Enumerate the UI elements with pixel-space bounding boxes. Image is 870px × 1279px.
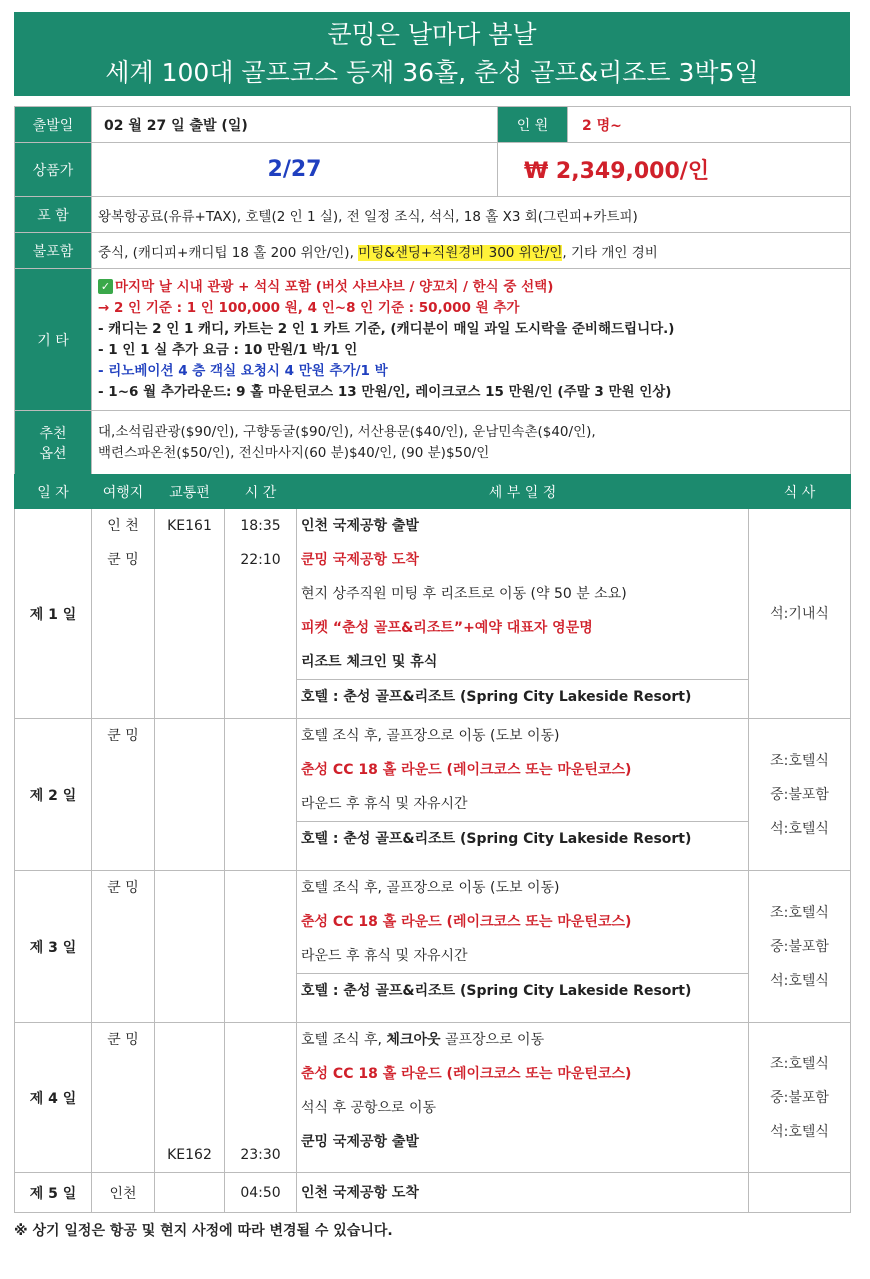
day-4-line-4: 쿤밍 국제공항 출발 (301, 1134, 419, 1150)
title-line-2: 세계 100대 골프코스 등재 36홀, 춘성 골프&리조트 3박5일 (105, 58, 759, 87)
departure-value: 02 월 27 일 출발 (일) (92, 107, 498, 143)
header-time: 시 간 (225, 475, 297, 509)
day-2-hotel: 호텔 : 춘성 골프&리조트 (Spring City Lakeside Resort) (297, 821, 748, 855)
day-1-line-2: 쿤밍 국제공항 도착 (301, 552, 419, 568)
etc-line-3: - 캐디는 2 인 1 캐디, 카트는 2 인 1 카트 기준, (캐디분이 매일 과일 도시락을 준비해드립니다.) (98, 320, 675, 337)
option-value (92, 411, 851, 475)
day-4-line-1 (297, 1023, 748, 1057)
people-value: 2 명~ (568, 107, 851, 143)
exclude-label: 불포함 (15, 233, 92, 269)
day-5-label: 제 5 일 (15, 1173, 92, 1213)
header-meal: 식 사 (749, 475, 851, 509)
day-3-transport (155, 871, 225, 1023)
day-3-place (92, 871, 155, 1023)
day-4-place (92, 1023, 155, 1173)
day-4-line-1-post: 골프장으로 이동 (440, 1032, 545, 1048)
day-4-line-3: 석식 후 공항으로 이동 (301, 1100, 437, 1116)
day-4-detail (297, 1023, 749, 1173)
price-value: ₩ 2,349,000/인 (498, 143, 851, 197)
day-4-row (15, 1023, 851, 1173)
day-1-transport-text: KE161 (167, 518, 212, 534)
info-table (14, 106, 851, 475)
option-label-2: 옵션 (39, 445, 67, 462)
footer-note: ※ 상기 일정은 항공 및 현지 사정에 따라 변경될 수 있습니다. (14, 1223, 393, 1239)
day-1-detail (297, 509, 749, 719)
day-1-line-5: 리조트 체크인 및 휴식 (301, 654, 438, 670)
option-line-2: 백련스파온천($50/인), 전신마사지(60 분)$40/인, (90 분)$50/인 (98, 444, 490, 461)
day-4-transport (155, 1023, 225, 1173)
day-4-meal-1: 조:호텔식 (770, 1055, 829, 1072)
price-date: 2/27 (92, 143, 498, 197)
option-label-1: 추천 (39, 425, 67, 442)
day-2-meal-2: 중:불포함 (770, 786, 829, 803)
day-5-meal (749, 1173, 851, 1213)
day-4-line-1-pre: 호텔 조식 후, (301, 1032, 387, 1048)
day-2-line-1: 호텔 조식 후, 골프장으로 이동 (도보 이동) (301, 728, 560, 744)
day-1-meal: 석:기내식 (749, 509, 851, 719)
people-label: 인 원 (498, 107, 568, 143)
etc-label: 기 타 (15, 269, 92, 411)
day-2-place (92, 719, 155, 871)
title-banner (14, 12, 850, 96)
etc-line-5: - 리노베이션 4 층 객실 요청시 4 만원 추가/1 박 (98, 362, 388, 379)
day-2-detail (297, 719, 749, 871)
header-detail: 세 부 일 정 (297, 475, 749, 509)
checkmark-icon: ✓ (98, 279, 113, 294)
day-1-label: 제 1 일 (15, 509, 92, 719)
price-label: 상품가 (15, 143, 92, 197)
day-4-meal-2: 중:불포함 (770, 1089, 829, 1106)
day-3-line-2: 춘성 CC 18 홀 라운드 (레이크코스 또는 마운틴코스) (301, 914, 632, 930)
day-1-row (15, 509, 851, 719)
day-5-detail (297, 1173, 749, 1213)
include-label: 포 함 (15, 197, 92, 233)
option-line-1: 대,소석림관광($90/인), 구향동굴($90/인), 서산용문($40/인), 운남민속촌($40/인), (98, 423, 596, 440)
day-5-place: 인천 (92, 1173, 155, 1213)
day-1-place (92, 509, 155, 719)
exclude-text-pre: 중식, (캐디피+캐디팁 18 홀 200 위안/인), (98, 244, 359, 261)
day-1-line-3: 현지 상주직원 미팅 후 리조트로 이동 (약 50 분 소요) (301, 586, 627, 602)
day-5-time: 04:50 (225, 1173, 297, 1213)
exclude-text-post: , 기타 개인 경비 (562, 244, 658, 261)
etc-line-2: → 2 인 기준 : 1 인 100,000 원, 4 인~8 인 기준 : 50,000 원 추가 (98, 299, 520, 316)
title-line-1: 쿤밍은 날마다 봄날 (327, 20, 537, 49)
exclude-highlight: 미팅&샌딩+직원경비 300 위안/인 (358, 244, 563, 261)
day-3-line-3: 라운드 후 휴식 및 자유시간 (301, 948, 468, 964)
day-2-time (225, 719, 297, 871)
day-1-transport (155, 509, 225, 719)
day-3-place-text: 쿤 밍 (107, 880, 139, 896)
day-5-transport (155, 1173, 225, 1213)
day-2-meal-3: 석:호텔식 (770, 820, 829, 837)
etc-value (92, 269, 851, 411)
day-2-row (15, 719, 851, 871)
day-4-time (225, 1023, 297, 1173)
day-3-line-1: 호텔 조식 후, 골프장으로 이동 (도보 이동) (301, 880, 560, 896)
day-3-meal-1: 조:호텔식 (770, 904, 829, 921)
day-4-label: 제 4 일 (15, 1023, 92, 1173)
header-place: 여행지 (92, 475, 155, 509)
day-1-place-2: 쿤 밍 (107, 552, 139, 568)
day-2-label: 제 2 일 (15, 719, 92, 871)
day-2-meal (749, 719, 851, 871)
day-1-line-4: 피켓 “춘성 골프&리조트”+예약 대표자 영문명 (301, 620, 593, 636)
etc-line-1-text: 마지막 날 시내 관광 + 석식 포함 (버섯 샤브샤브 / 양꼬치 / 한식 중 선택) (115, 278, 554, 295)
include-value: 왕복항공료(유류+TAX), 호텔(2 인 1 실), 전 일정 조식, 석식, 18 홀 X3 회(그린피+카트피) (92, 197, 851, 233)
day-3-meal-3: 석:호텔식 (770, 972, 829, 989)
day-4-meal-3: 석:호텔식 (770, 1123, 829, 1140)
day-3-hotel: 호텔 : 춘성 골프&리조트 (Spring City Lakeside Resort) (297, 973, 748, 1007)
day-1-line-1: 인천 국제공항 출발 (301, 518, 419, 534)
day-4-transport-text: KE162 (167, 1147, 212, 1163)
day-1-time-1: 18:35 (240, 518, 281, 534)
day-5-line-1: 인천 국제공항 도착 (301, 1184, 419, 1201)
day-1-place-1: 인 천 (107, 518, 139, 534)
etc-line-6: - 1~6 월 추가라운드: 9 홀 마운틴코스 13 만원/인, 레이크코스 15 만원/인 (주말 3 만원 인상) (98, 383, 672, 400)
day-3-meal (749, 871, 851, 1023)
day-2-transport (155, 719, 225, 871)
header-day: 일 자 (15, 475, 92, 509)
day-4-time-text: 23:30 (240, 1147, 281, 1163)
header-transport: 교통편 (155, 475, 225, 509)
day-2-meal-1: 조:호텔식 (770, 752, 829, 769)
etc-line-4: - 1 인 1 실 추가 요금 : 10 만원/1 박/1 인 (98, 341, 358, 358)
day-5-row (15, 1173, 851, 1213)
departure-label: 출발일 (15, 107, 92, 143)
day-3-row (15, 871, 851, 1023)
day-4-line-2: 춘성 CC 18 홀 라운드 (레이크코스 또는 마운틴코스) (301, 1066, 632, 1082)
option-label (15, 411, 92, 475)
day-3-time (225, 871, 297, 1023)
day-1-hotel: 호텔 : 춘성 골프&리조트 (Spring City Lakeside Resort) (297, 679, 748, 713)
day-2-line-3: 라운드 후 휴식 및 자유시간 (301, 796, 468, 812)
day-2-line-2: 춘성 CC 18 홀 라운드 (레이크코스 또는 마운틴코스) (301, 762, 632, 778)
day-2-place-text: 쿤 밍 (107, 728, 139, 744)
day-3-meal-2: 중:불포함 (770, 938, 829, 955)
etc-line-1 (98, 277, 844, 298)
schedule-table (14, 474, 851, 1213)
day-3-detail (297, 871, 749, 1023)
day-1-time-2: 22:10 (240, 552, 281, 568)
day-4-line-1-bold: 체크아웃 (386, 1032, 441, 1048)
day-1-time (225, 509, 297, 719)
day-3-label: 제 3 일 (15, 871, 92, 1023)
exclude-value (92, 233, 851, 269)
day-4-place-text: 쿤 밍 (107, 1032, 139, 1048)
day-4-meal (749, 1023, 851, 1173)
